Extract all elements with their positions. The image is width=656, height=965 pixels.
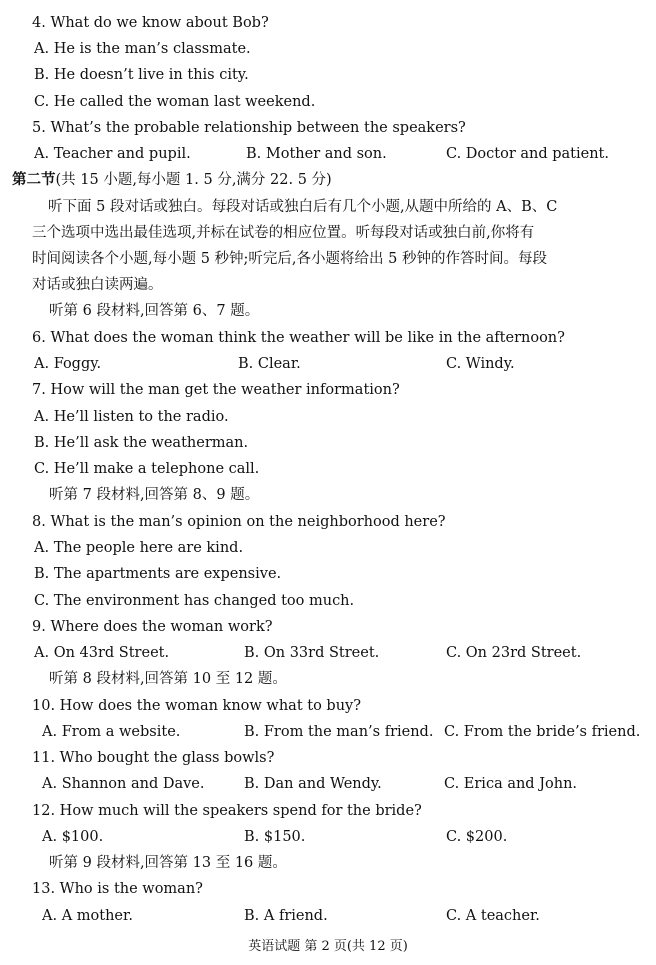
question-12-stem: 12. How much will the speakers spend for the bride?: [32, 803, 422, 819]
question-4-option-b: B. He doesn’t live in this city.: [34, 67, 249, 83]
question-13-stem: 13. Who is the woman?: [32, 881, 203, 897]
material-6-direction: 听第 6 段材料,回答第 6、7 题。: [49, 303, 260, 319]
question-13-option-a: A. A mother.: [42, 908, 133, 924]
question-9-option-a: A. On 43rd Street.: [34, 645, 170, 661]
question-12-options: [0, 824, 656, 850]
question-4-option-c: C. He called the woman last weekend.: [34, 94, 316, 110]
question-6-option-b: B. Clear.: [238, 356, 301, 372]
question-6-options: [0, 351, 656, 377]
question-9-options: [0, 640, 656, 666]
question-4-option-a: A. He is the man’s classmate.: [34, 41, 251, 57]
page-footer: 英语试题 第 2 页(共 12 页): [248, 939, 408, 954]
question-5-stem: 5. What’s the probable relationship between the speakers?: [32, 120, 466, 136]
question-5-option-b: B. Mother and son.: [246, 146, 387, 162]
question-5-option-c: C. Doctor and patient.: [446, 146, 609, 162]
question-7-option-c: C. He’ll make a telephone call.: [34, 461, 260, 477]
question-6-stem: 6. What does the woman think the weather will be like in the afternoon?: [32, 330, 565, 346]
question-10-options: [0, 719, 656, 745]
question-9-option-c: C. On 23rd Street.: [446, 645, 582, 661]
question-10-option-c: C. From the bride’s friend.: [444, 724, 641, 740]
question-9-option-b: B. On 33rd Street.: [244, 645, 380, 661]
material-7-direction: 听第 7 段材料,回答第 8、9 题。: [49, 487, 260, 503]
question-9-stem: 9. Where does the woman work?: [32, 619, 273, 635]
question-13-options: [0, 903, 656, 929]
question-10-option-b: B. From the man’s friend.: [244, 724, 434, 740]
section-2-instruction-line: 三个选项中选出最佳选项,并标在试卷的相应位置。听每段对话或独白前,你将有: [32, 225, 535, 241]
question-7-stem: 7. How will the man get the weather information?: [32, 382, 400, 398]
question-4-stem: 4. What do we know about Bob?: [32, 15, 269, 31]
section-2-instruction-line: 对话或独白读两遍。: [32, 277, 163, 293]
material-8-direction: 听第 8 段材料,回答第 10 至 12 题。: [49, 671, 287, 687]
question-12-option-b: B. $150.: [244, 829, 306, 845]
question-11-option-c: C. Erica and John.: [444, 776, 578, 792]
question-13-option-c: C. A teacher.: [446, 908, 540, 924]
question-11-stem: 11. Who bought the glass bowls?: [32, 750, 275, 766]
question-5-option-a: A. Teacher and pupil.: [34, 146, 191, 162]
section-2-instruction-line: 听下面 5 段对话或独白。每段对话或独白后有几个小题,从题中所给的 A、B、C: [48, 199, 558, 215]
question-11-option-a: A. Shannon and Dave.: [42, 776, 205, 792]
question-6-option-c: C. Windy.: [446, 356, 515, 372]
question-8-option-b: B. The apartments are expensive.: [34, 566, 282, 582]
question-6-option-a: A. Foggy.: [34, 356, 102, 372]
question-8-stem: 8. What is the man’s opinion on the neighborhood here?: [32, 514, 446, 530]
question-13-option-b: B. A friend.: [244, 908, 328, 924]
material-9-direction: 听第 9 段材料,回答第 13 至 16 题。: [49, 855, 287, 871]
question-8-option-a: A. The people here are kind.: [34, 540, 244, 556]
question-12-option-a: A. $100.: [42, 829, 104, 845]
question-11-option-b: B. Dan and Wendy.: [244, 776, 382, 792]
question-7-option-a: A. He’ll listen to the radio.: [34, 409, 229, 425]
question-10-option-a: A. From a website.: [42, 724, 181, 740]
question-8-option-c: C. The environment has changed too much.: [34, 593, 355, 609]
section-2-instruction-line: 时间阅读各个小题,每小题 5 秒钟;听完后,各小题将给出 5 秒钟的作答时间。每段: [32, 251, 547, 267]
section-2-title: 第二节: [12, 171, 56, 188]
question-5-options: [0, 141, 656, 167]
question-10-stem: 10. How does the woman know what to buy?: [32, 698, 362, 714]
section-2-heading: [0, 167, 656, 193]
section-2-scoring: (共 15 小题,每小题 1. 5 分,满分 22. 5 分): [55, 172, 332, 188]
question-12-option-c: C. $200.: [446, 829, 508, 845]
question-11-options: [0, 771, 656, 797]
question-7-option-b: B. He’ll ask the weatherman.: [34, 435, 249, 451]
